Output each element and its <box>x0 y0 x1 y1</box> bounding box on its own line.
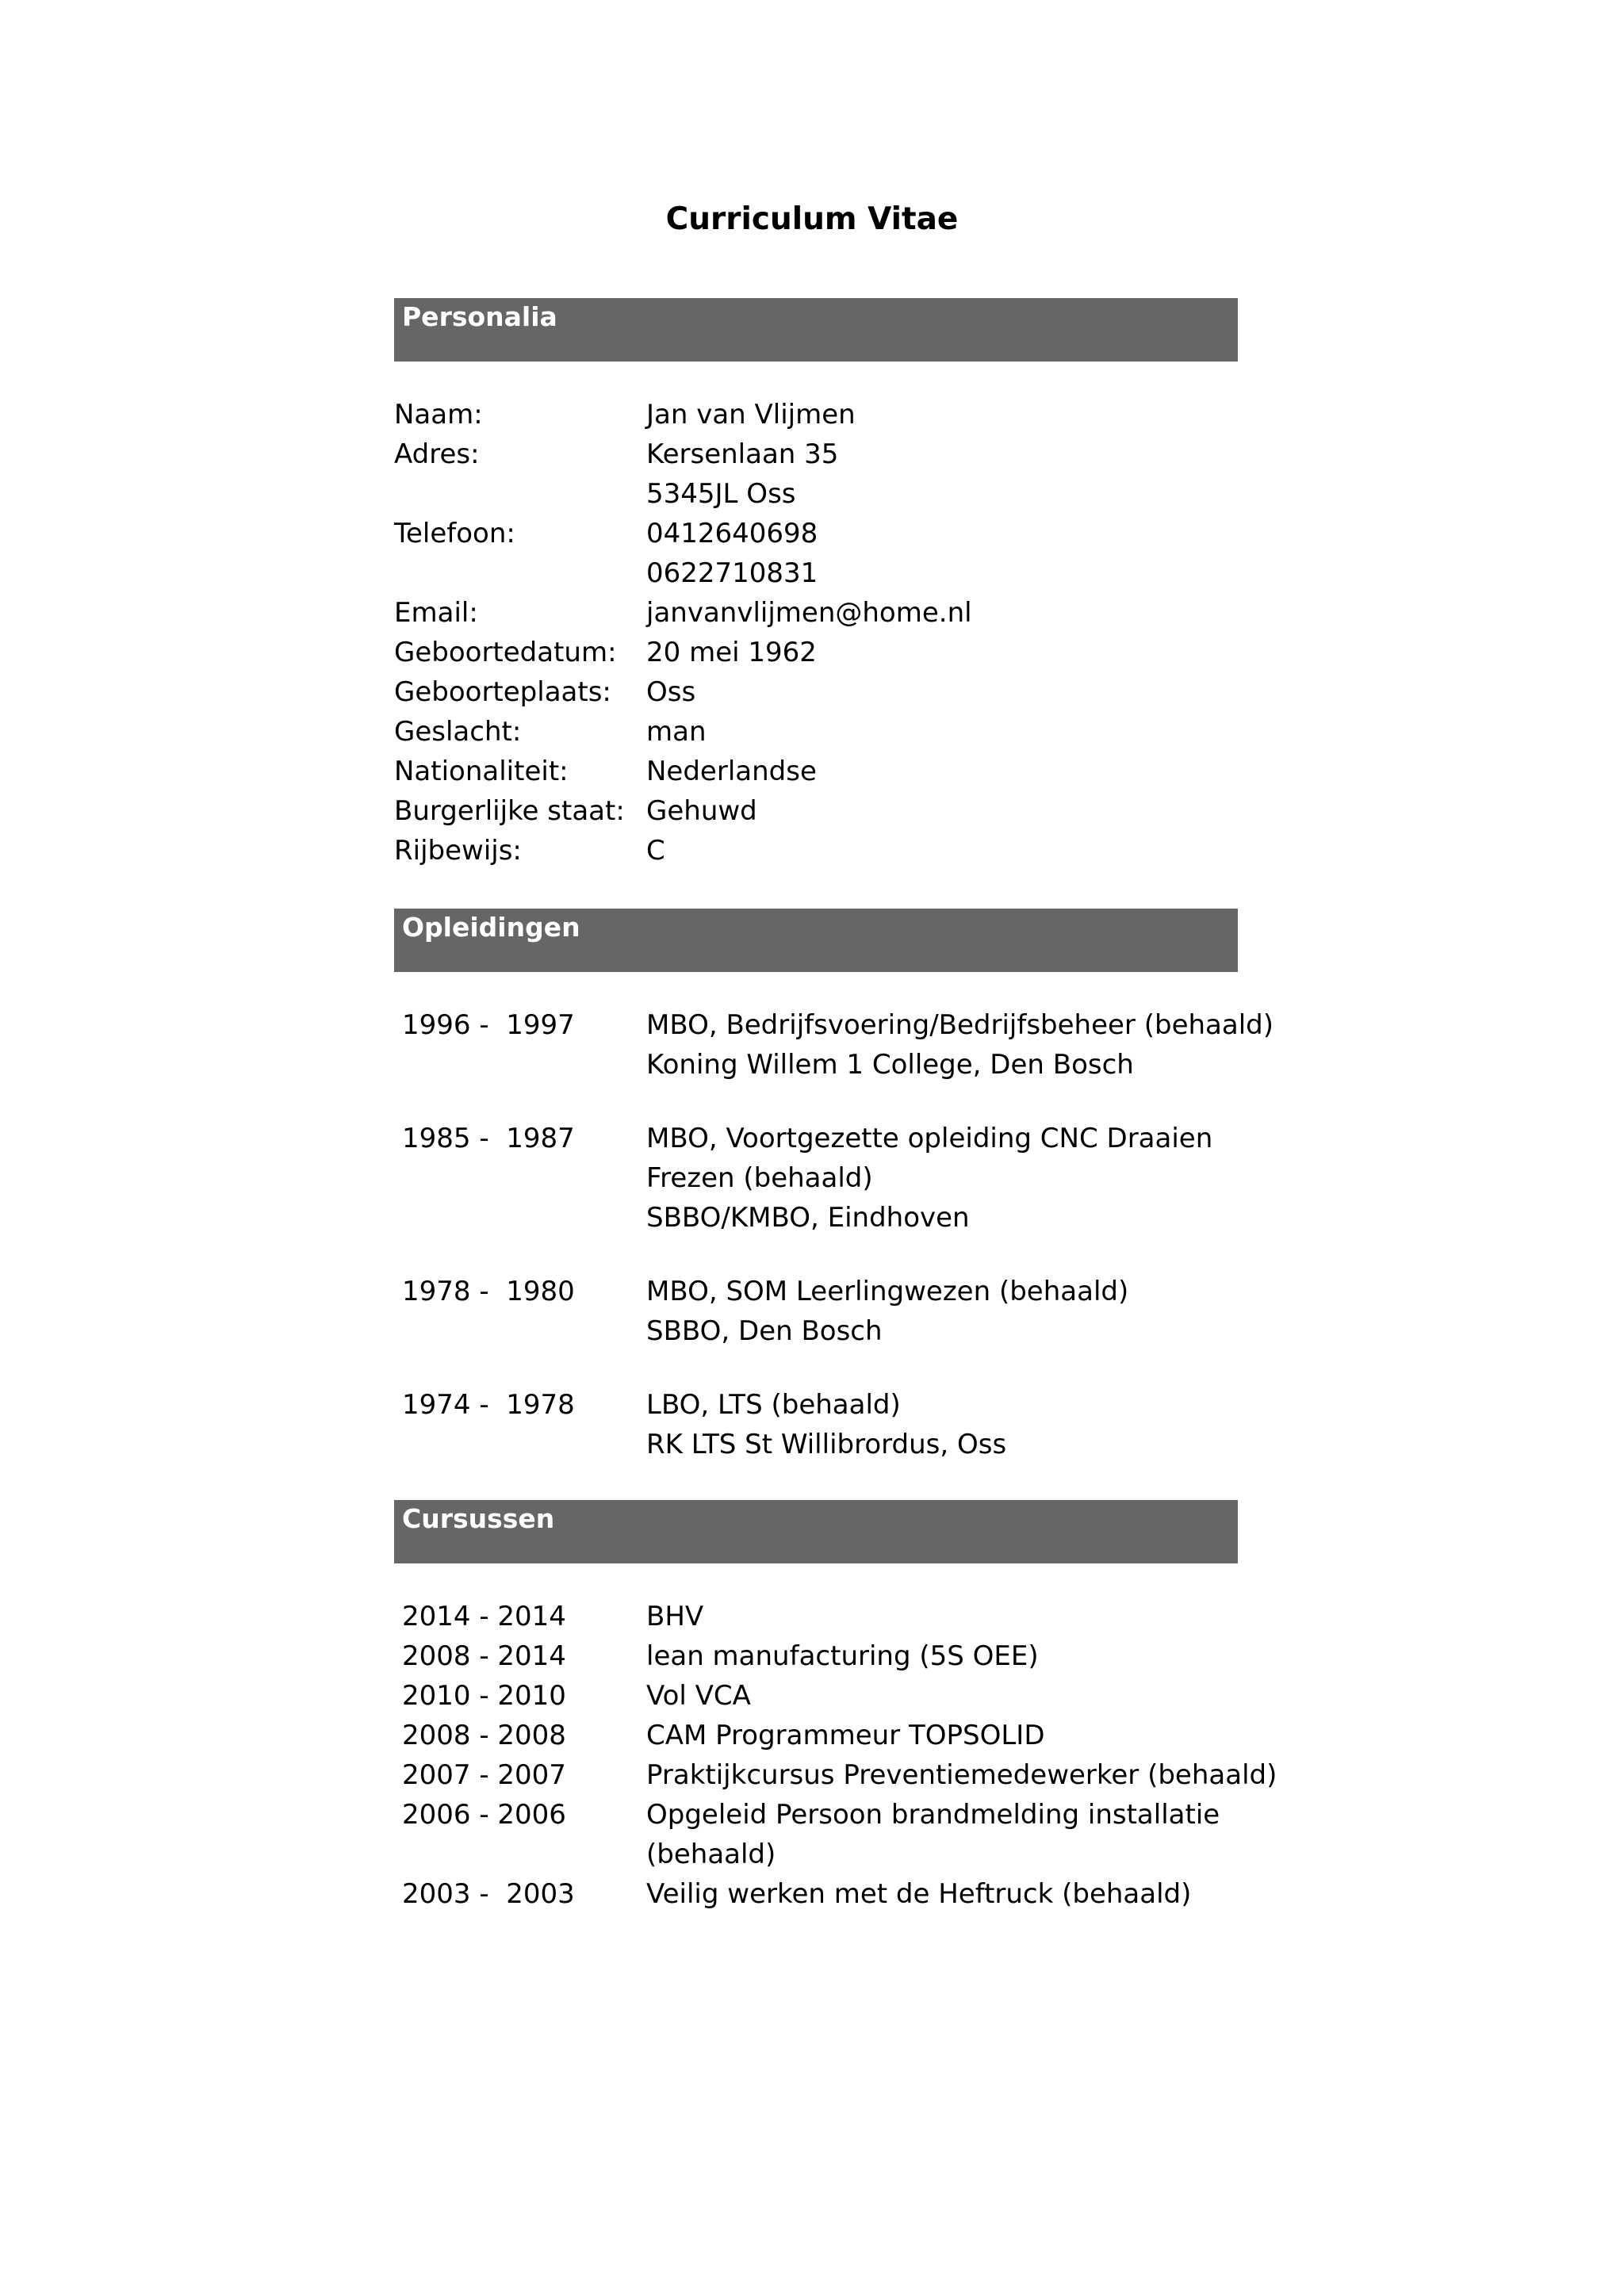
course-period: 2010 - 2010 <box>402 1680 566 1712</box>
course-period: 2014 - 2014 <box>402 1601 566 1632</box>
personalia-row <box>0 712 1624 752</box>
section-header-personalia <box>394 298 1238 362</box>
personalia-label: Geboortedatum: <box>394 637 617 668</box>
personalia-row <box>0 791 1624 831</box>
education-entry <box>0 1119 1624 1238</box>
course-period: 2003 - 2003 <box>402 1878 575 1910</box>
course-entry <box>0 1597 1624 1636</box>
personalia-label: Naam: <box>394 399 483 430</box>
course-entry <box>0 1676 1624 1716</box>
course-line: lean manufacturing (5S OEE) <box>646 1640 1039 1672</box>
email-link[interactable]: janvanvlijmen@home.nl <box>646 597 972 629</box>
section-header-opleidingen <box>394 909 1238 972</box>
course-entry <box>0 1716 1624 1755</box>
education-line: MBO, Bedrijfsvoering/Bedrijfsbeheer (behaald) <box>646 1009 1274 1041</box>
personalia-label: Telefoon: <box>394 518 515 549</box>
personalia-value: 0622710831 <box>646 557 818 589</box>
personalia-row <box>0 553 1624 593</box>
course-entry <box>0 1755 1624 1795</box>
course-line: Vol VCA <box>646 1680 751 1712</box>
personalia-value: Kersenlaan 35 <box>646 438 839 470</box>
section-heading-personalia: Personalia <box>402 301 557 332</box>
section-heading-opleidingen: Opleidingen <box>402 912 580 943</box>
personalia-value: man <box>646 716 707 748</box>
personalia-row <box>0 395 1624 434</box>
personalia-label: Burgerlijke staat: <box>394 795 625 827</box>
personalia-value: Nederlandse <box>646 756 817 787</box>
page-title: Curriculum Vitae <box>665 201 959 237</box>
opleidingen-list <box>0 1005 1624 1464</box>
education-period: 1985 - 1987 <box>402 1123 575 1154</box>
course-line: (behaald) <box>646 1839 776 1870</box>
course-line: CAM Programmeur TOPSOLID <box>646 1720 1045 1751</box>
personalia-value: Oss <box>646 676 696 708</box>
personalia-row <box>0 474 1624 514</box>
education-line: MBO, SOM Leerlingwezen (behaald) <box>646 1276 1129 1307</box>
education-line: RK LTS St Willibrordus, Oss <box>646 1429 1007 1460</box>
personalia-row <box>0 752 1624 791</box>
course-period: 2008 - 2014 <box>402 1640 566 1672</box>
personalia-row <box>0 633 1624 672</box>
personalia-value: 20 mei 1962 <box>646 637 817 668</box>
personalia-list <box>0 395 1624 871</box>
personalia-row <box>0 672 1624 712</box>
course-line: Opgeleid Persoon brandmelding installatie <box>646 1799 1220 1831</box>
education-line: SBBO, Den Bosch <box>646 1315 883 1347</box>
personalia-value: Jan van Vlijmen <box>646 399 856 430</box>
course-line: BHV <box>646 1601 704 1632</box>
personalia-value: 0412640698 <box>646 518 818 549</box>
personalia-label: Nationaliteit: <box>394 756 569 787</box>
education-period: 1974 - 1978 <box>402 1389 575 1421</box>
course-period: 2007 - 2007 <box>402 1759 566 1791</box>
course-line: Praktijkcursus Preventiemedewerker (behaald) <box>646 1759 1277 1791</box>
personalia-row <box>0 593 1624 633</box>
section-header-cursussen <box>394 1500 1238 1563</box>
personalia-row <box>0 434 1624 474</box>
education-period: 1996 - 1997 <box>402 1009 575 1041</box>
personalia-value: 5345JL Oss <box>646 478 796 510</box>
cursussen-list <box>0 1597 1624 1914</box>
personalia-row <box>0 831 1624 871</box>
education-entry <box>0 1005 1624 1085</box>
personalia-value: C <box>646 835 665 867</box>
personalia-label: Geboorteplaats: <box>394 676 611 708</box>
education-line: MBO, Voortgezette opleiding CNC Draaien <box>646 1123 1213 1154</box>
course-entry <box>0 1795 1624 1874</box>
course-period: 2006 - 2006 <box>402 1799 566 1831</box>
course-entry <box>0 1636 1624 1676</box>
education-line: LBO, LTS (behaald) <box>646 1389 901 1421</box>
personalia-value: Gehuwd <box>646 795 757 827</box>
personalia-label: Geslacht: <box>394 716 522 748</box>
personalia-row <box>0 514 1624 553</box>
education-line: Frezen (behaald) <box>646 1162 873 1194</box>
course-period: 2008 - 2008 <box>402 1720 566 1751</box>
personalia-label: Adres: <box>394 438 480 470</box>
education-entry <box>0 1385 1624 1464</box>
course-line: Veilig werken met de Heftruck (behaald) <box>646 1878 1192 1910</box>
personalia-label: Rijbewijs: <box>394 835 522 867</box>
education-period: 1978 - 1980 <box>402 1276 575 1307</box>
section-heading-cursussen: Cursussen <box>402 1503 555 1534</box>
personalia-label: Email: <box>394 597 478 629</box>
education-line: SBBO/KMBO, Eindhoven <box>646 1202 970 1234</box>
education-line: Koning Willem 1 College, Den Bosch <box>646 1049 1134 1081</box>
course-entry <box>0 1874 1624 1914</box>
education-entry <box>0 1272 1624 1351</box>
